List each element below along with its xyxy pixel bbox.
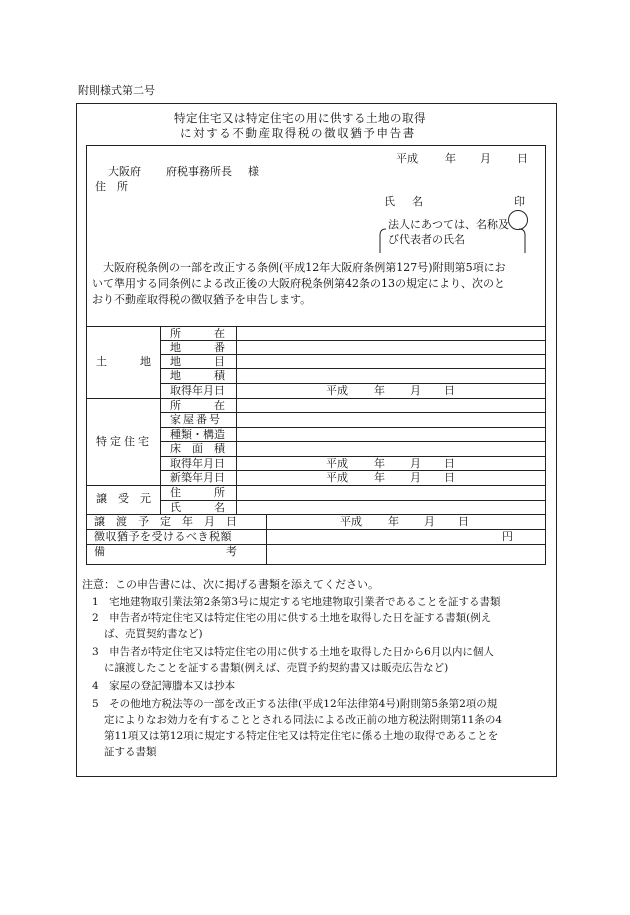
date-day: 日 [517,152,528,165]
house-acq-year: 年 [374,457,385,470]
addressee-office: 府税事務所長 [166,165,232,178]
tax-yen-unit: 円 [502,530,513,543]
section-divider [86,398,546,399]
statement-line-1: 大阪府税条例の一部を改正する条例(平成12年大阪府条例第127号)附則第5項にお [92,261,506,274]
group-column-divider [160,326,161,514]
form-title-line-2: に対する不動産取得税の徴収猶予申告書 [180,126,416,140]
land-date-era: 平成 [326,384,348,397]
corporate-note-brackets [378,227,528,257]
addressee-prefecture: 大阪府 [108,165,141,178]
transferee-address-label: 住 所 [170,486,225,499]
note-item-4: 4 家屋の登記簿謄本又は抄本 [92,680,236,692]
seal-mark: 印 [514,195,525,208]
house-acq-day: 日 [444,457,455,470]
house-built-year: 年 [374,471,385,484]
house-group-label: 特定住宅 [96,435,152,448]
house-built-date-label: 新築年月日 [170,471,225,484]
label-column-divider [236,326,237,514]
application-box [86,145,546,565]
house-built-month: 月 [410,471,421,484]
date-month: 月 [480,152,491,165]
note-item-5-cont-2: 第11項又は第12項に規定する特定住宅又は特定住宅に係る土地の取得であることを [104,730,499,742]
land-date-year: 年 [374,384,385,397]
table-top-border [86,326,546,327]
corporate-note-line-2: び代表者の氏名 [388,233,465,246]
name-label: 氏 名 [384,195,426,208]
form-title-line-1: 特定住宅又は特定住宅の用に供する土地の取得 [174,111,426,125]
house-floor-area-label: 床 面 積 [170,442,225,455]
land-group-label: 土 地 [96,355,151,368]
statement-line-3: おり不動産取得税の徴収猶予を申告します。 [92,293,312,306]
transfer-date-year: 年 [388,515,399,528]
house-built-day: 日 [444,471,455,484]
house-acq-era: 平成 [326,457,348,470]
note-item-3-cont: に譲渡したことを証する書類(例えば、売買予約契約書又は販売広告など) [104,662,449,674]
transferee-name-label: 氏 名 [170,501,225,514]
transfer-date-day: 日 [458,515,469,528]
house-built-era: 平成 [326,471,348,484]
land-area-label: 地 積 [170,369,225,382]
house-type-structure-label: 種類・構造 [170,428,225,441]
note-item-5: 5 その他地方税法等の一部を改正する法律(平成12年法律第4号)附則第5条第2項の規 [92,698,498,710]
house-acquisition-date-label: 取得年月日 [170,457,225,470]
house-location-label: 所 在 [170,399,225,412]
land-category-label: 地 目 [170,355,225,368]
remarks-label: 備 考 [94,545,237,558]
addressee-honorific: 様 [248,165,259,178]
date-era: 平成 [396,152,418,165]
note-item-1: 1 宅地建物取引業法第2条第3号に規定する宅地建物取引業者であることを証する書類 [92,596,501,608]
date-year: 年 [445,152,456,165]
land-acquisition-date-label: 取得年月日 [170,384,225,397]
note-item-5-cont-1: 定によりなお効力を有することとされる同法による改正前の地方税法附則第11条の4 [104,714,503,726]
transferee-group-label: 譲 受 元 [96,492,151,505]
land-date-day: 日 [444,384,455,397]
corporate-note-line-1: 法人にあつては、名称及 [388,218,509,231]
land-lot-number-label: 地 番 [170,341,225,354]
land-date-month: 月 [410,384,421,397]
tax-amount-label: 徴収猶予を受けるべき税額 [94,530,232,543]
notes-heading: 注意：この申告書には、次に掲げる書類を添えてください。 [82,578,379,591]
transfer-date-label: 譲 渡 予 定 年 月 日 [94,515,237,528]
form-label: 附則様式第二号 [78,84,155,97]
note-item-3: 3 申告者が特定住宅又は特定住宅の用に供する土地を取得した日から6月以内に個人 [92,646,494,658]
note-item-2-cont: ば、売買契約書など) [104,628,203,640]
note-item-2: 2 申告者が特定住宅又は特定住宅の用に供する土地を取得した日を証する書類(例え [92,612,492,624]
transfer-date-era: 平成 [340,515,362,528]
address-label: 住 所 [95,180,128,193]
note-item-5-cont-3: 証する書類 [104,746,157,758]
section-divider [86,485,546,486]
transfer-date-month: 月 [424,515,435,528]
statement-line-2: いて準用する同条例による改正後の大阪府税条例第42条の13の規定により、次のと [92,277,505,290]
house-acq-month: 月 [410,457,421,470]
label-column-divider-lower [266,514,267,565]
land-location-label: 所 在 [170,327,225,340]
house-number-label: 家屋番号 [170,413,222,426]
